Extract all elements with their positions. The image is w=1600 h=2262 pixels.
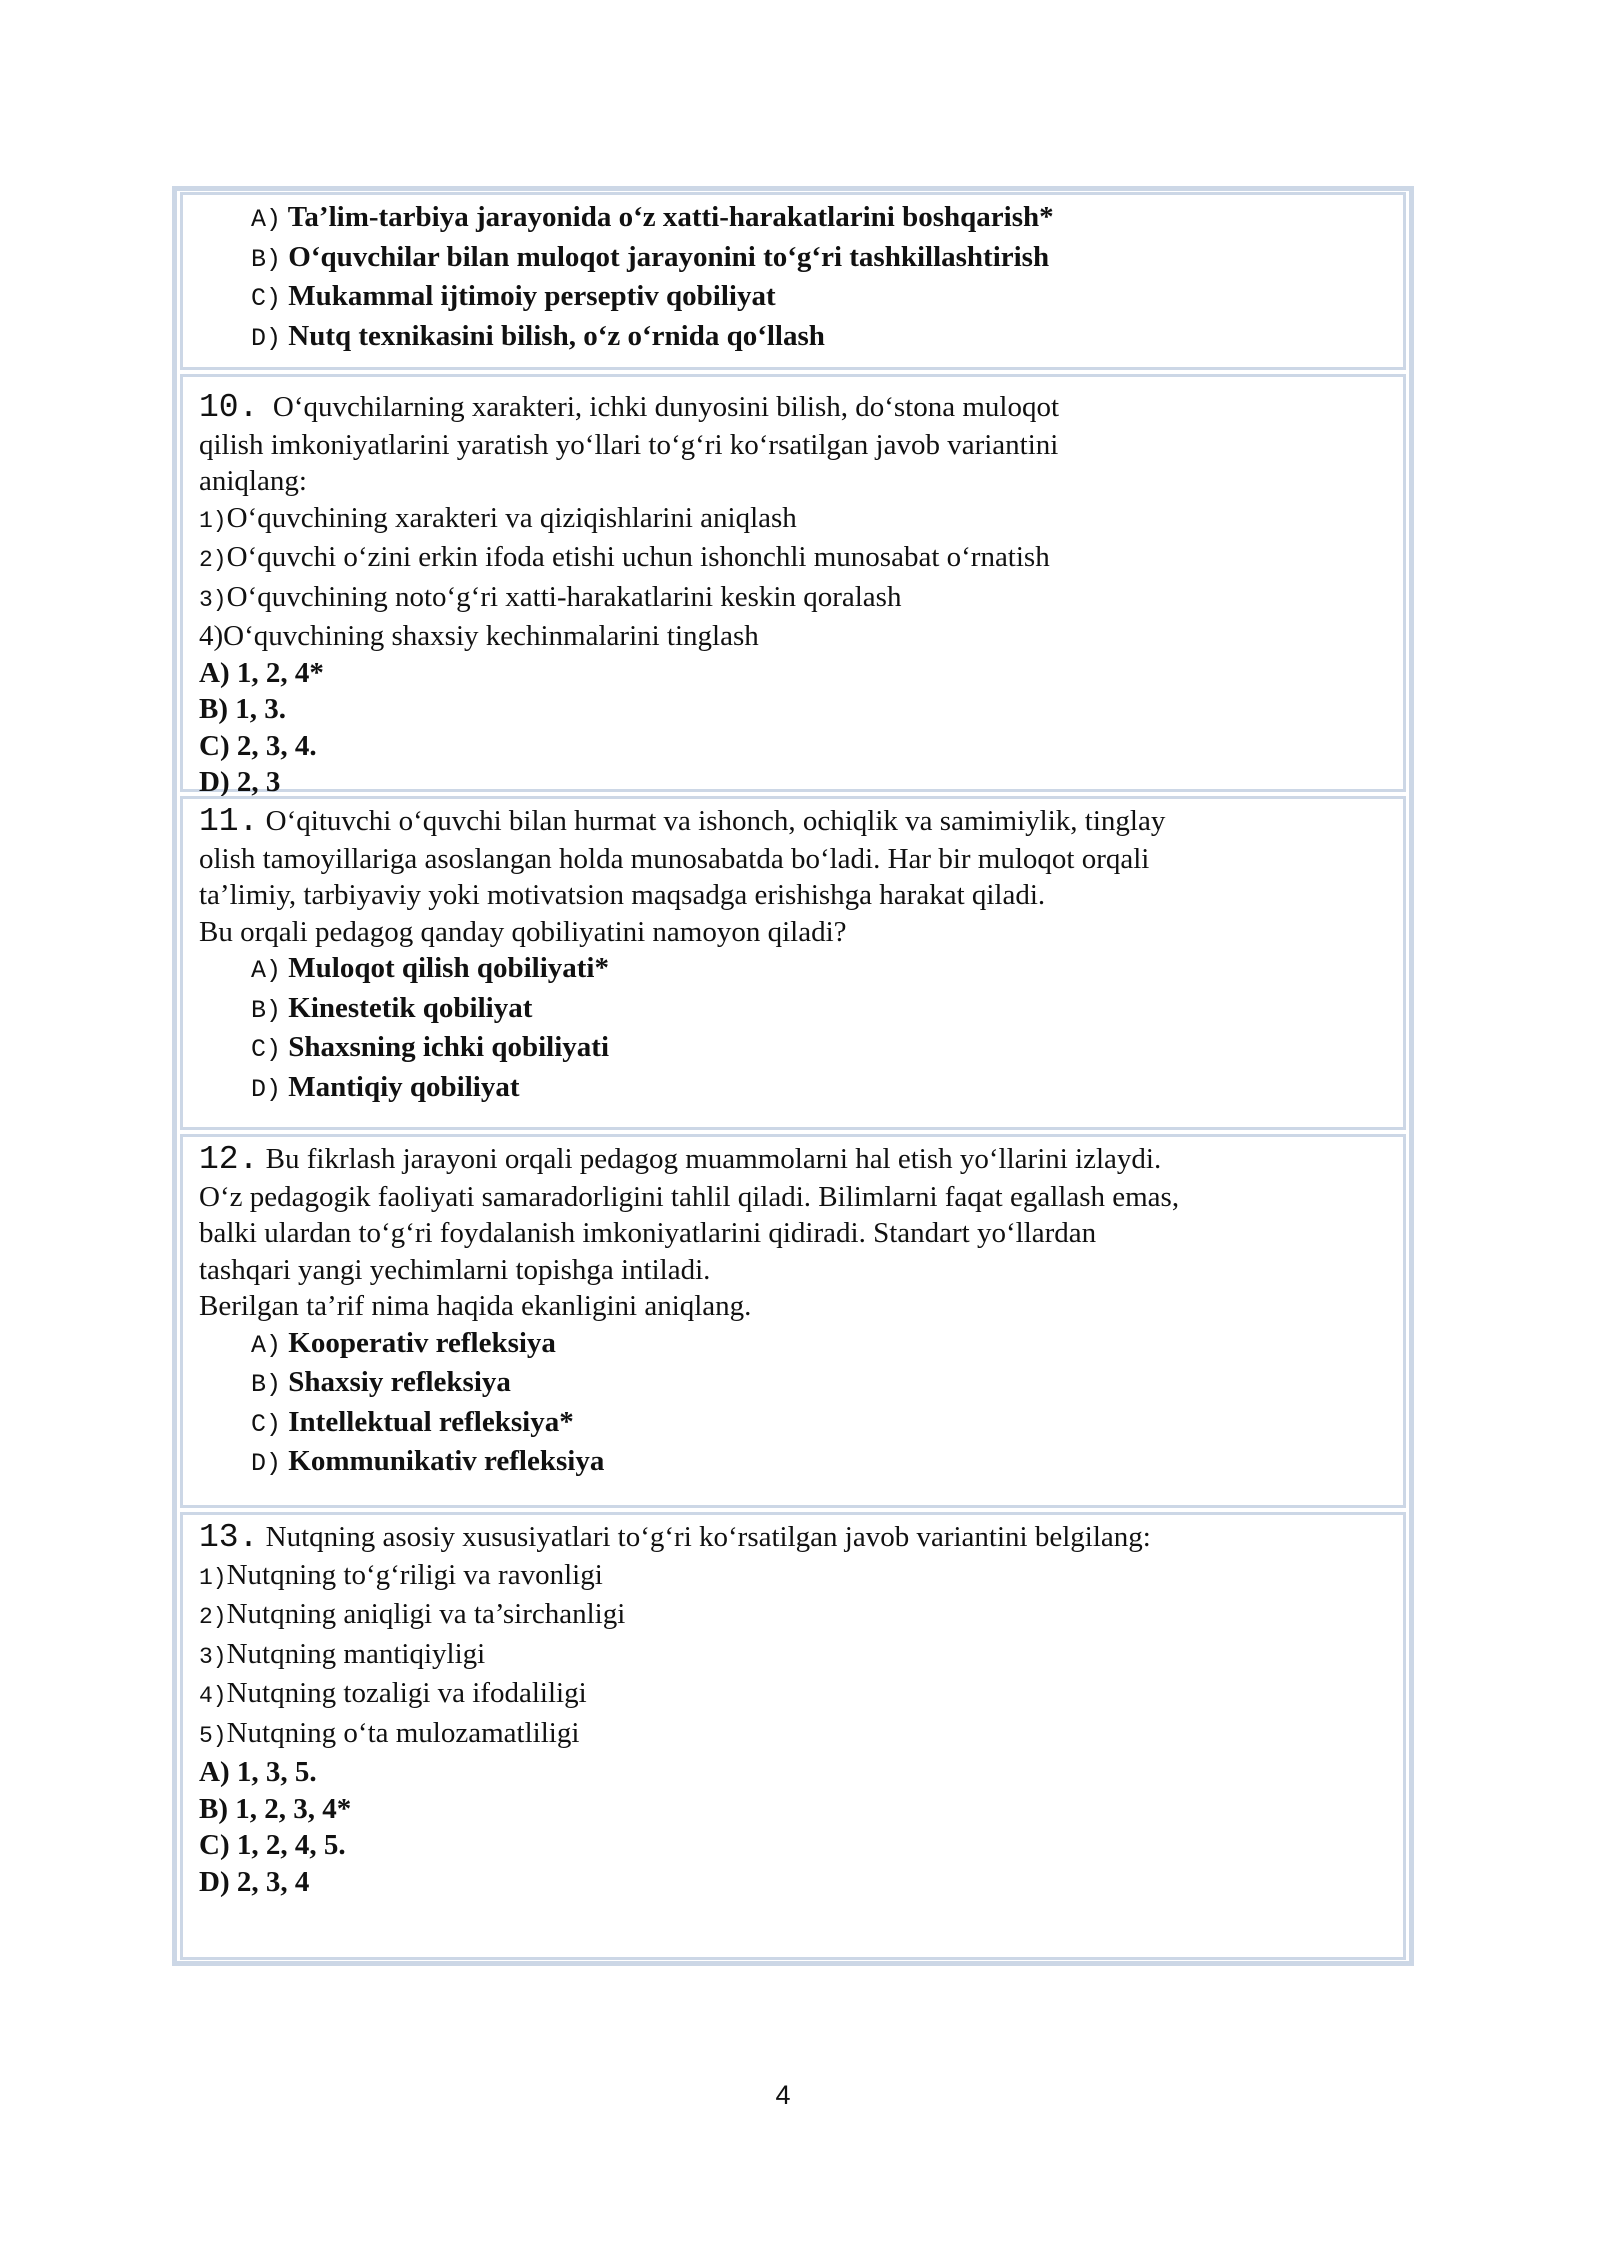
option-text: Mukammal ijtimoiy perseptiv qobiliyat bbox=[288, 280, 776, 312]
item-number: 3) bbox=[199, 1643, 227, 1670]
question-text: aniqlang: bbox=[199, 465, 307, 497]
item-text: Nutqning aniqligi va ta’sirchanligi bbox=[226, 1598, 626, 1630]
answer-option: D) 2, 3 bbox=[199, 766, 281, 798]
item-text: Nutqning tozaligi va ifodaliligi bbox=[226, 1677, 587, 1709]
question-number: 11. bbox=[199, 803, 259, 840]
option-c bbox=[199, 278, 1403, 318]
option-d bbox=[199, 1443, 1403, 1483]
answer-option: B) 1, 3. bbox=[199, 693, 286, 725]
question-text: O‘z pedagogik faoliyati samaradorligini tahlil qiladi. Bilimlarni faqat egallash emas, bbox=[199, 1180, 1180, 1213]
option-text: Ta’lim-tarbiya jarayonida o‘z xatti-harakatlarini boshqarish* bbox=[287, 201, 1054, 233]
statement-item bbox=[199, 618, 1403, 655]
question-number: 12. bbox=[199, 1141, 259, 1178]
option-d bbox=[199, 1069, 1403, 1109]
page-number: 4 bbox=[775, 2080, 791, 2110]
item-text: O‘quvchining xarakteri va qiziqishlarini aniqlash bbox=[226, 501, 797, 534]
option-c bbox=[199, 1404, 1403, 1444]
question-text: O‘qituvchi o‘quvchi bilan hurmat va ishonch, ochiqlik va samimiylik, tinglay bbox=[265, 805, 1166, 837]
question-text: Bu orqali pedagog qanday qobiliyatini namoyon qiladi? bbox=[199, 915, 847, 948]
item-number: 4) bbox=[199, 1683, 227, 1709]
question-12-block bbox=[180, 1134, 1406, 1508]
option-text: Kinestetik qobiliyat bbox=[288, 991, 533, 1024]
option-text: Intellektual refleksiya* bbox=[288, 1405, 574, 1438]
option-text: Kooperativ refleksiya bbox=[288, 1326, 556, 1359]
option-b bbox=[199, 990, 1403, 1030]
item-text: O‘quvchining noto‘g‘ri xatti-harakatlarini keskin qoralash bbox=[226, 580, 902, 613]
option-c bbox=[199, 1029, 1403, 1069]
option-letter: C) bbox=[251, 284, 282, 313]
question-text: Bu fikrlash jarayoni orqali pedagog muammolarni hal etish yo‘llarini izlaydi. bbox=[265, 1143, 1162, 1175]
item-number: 1) bbox=[199, 507, 227, 534]
option-letter: D) bbox=[251, 1449, 282, 1478]
question-stem-line bbox=[199, 1141, 1403, 1179]
question-13-block bbox=[180, 1512, 1406, 1960]
question-text: olish tamoyillariga asoslangan holda munosabatda bo‘ladi. Har bir muloqot orqali bbox=[199, 842, 1150, 875]
item-number: 2) bbox=[199, 1604, 227, 1630]
item-number: 5) bbox=[199, 1722, 227, 1749]
item-text: O‘quvchi o‘zini erkin ifoda etishi uchun ishonchli munosabat o‘rnatish bbox=[226, 541, 1050, 573]
question-stem-line bbox=[199, 389, 1403, 427]
item-number: 1) bbox=[199, 1564, 227, 1591]
question-text: Nutqning asosiy xususiyatlari to‘g‘ri ko‘rsatilgan javob variantini belgilang: bbox=[265, 1521, 1151, 1553]
statement-item bbox=[199, 1636, 1403, 1676]
question-text: balki ulardan to‘g‘ri foydalanish imkoniyatlarini qidiradi. Standart yo‘llardan bbox=[199, 1217, 1097, 1249]
option-letter: D) bbox=[251, 323, 282, 353]
option-text: Muloqot qilish qobiliyati* bbox=[288, 952, 609, 984]
option-letter: B) bbox=[251, 244, 282, 274]
item-number: 2) bbox=[199, 547, 227, 573]
question-text: O‘quvchilarning xarakteri, ichki dunyosini bilish, do‘stona muloqot bbox=[272, 391, 1060, 423]
option-a bbox=[199, 1325, 1403, 1365]
statement-item bbox=[199, 1557, 1403, 1597]
question-number: 10. bbox=[199, 389, 259, 426]
item-text: Nutqning to‘g‘riligi va ravonligi bbox=[226, 1558, 603, 1591]
option-text: Shaxsning ichki qobiliyati bbox=[288, 1031, 610, 1063]
option-text: Kommunikativ refleksiya bbox=[288, 1445, 605, 1477]
option-letter: A) bbox=[251, 956, 282, 985]
option-b bbox=[199, 239, 1403, 279]
question-10-block bbox=[180, 374, 1406, 798]
statement-item bbox=[199, 539, 1403, 579]
answer-option: C) 2, 3, 4. bbox=[199, 729, 317, 762]
statement-item bbox=[199, 1675, 1403, 1715]
question-text: Berilgan ta’rif nima haqida ekanligini aniqlang. bbox=[199, 1290, 752, 1322]
option-letter: C) bbox=[251, 1035, 282, 1064]
question-text: qilish imkoniyatlarini yaratish yo‘llari to‘g‘ri ko‘rsatilgan javob variantini bbox=[199, 428, 1059, 461]
option-letter: A) bbox=[251, 1330, 282, 1360]
option-letter: A) bbox=[251, 205, 282, 234]
option-d bbox=[199, 318, 1403, 358]
question-stem-line bbox=[199, 1519, 1403, 1557]
answer-option: D) 2, 3, 4 bbox=[199, 1865, 310, 1898]
option-a bbox=[199, 199, 1403, 239]
statement-item bbox=[199, 500, 1403, 540]
statement-item bbox=[199, 1596, 1403, 1636]
answer-option: A) 1, 2, 4* bbox=[199, 656, 324, 689]
answer-option: B) 1, 2, 3, 4* bbox=[199, 1792, 352, 1825]
option-a bbox=[199, 950, 1403, 990]
statement-item bbox=[199, 1715, 1403, 1755]
question-text: tashqari yangi yechimlarni topishga intiladi. bbox=[199, 1253, 711, 1286]
item-number: 4) bbox=[199, 620, 224, 652]
option-letter: D) bbox=[251, 1074, 282, 1104]
question-11-block bbox=[180, 796, 1406, 1130]
question-9-options-block bbox=[180, 192, 1406, 370]
answer-option: A) 1, 3, 5. bbox=[199, 1756, 317, 1788]
statement-item bbox=[199, 579, 1403, 619]
option-letter: C) bbox=[251, 1409, 282, 1439]
question-stem-line bbox=[199, 803, 1403, 841]
option-letter: B) bbox=[251, 1370, 282, 1399]
option-text: Shaxsiy refleksiya bbox=[288, 1366, 511, 1398]
question-number: 13. bbox=[199, 1519, 259, 1556]
option-text: Nutq texnikasini bilish, o‘z o‘rnida qo‘llash bbox=[288, 319, 825, 352]
question-text: ta’limiy, tarbiyaviy yoki motivatsion maqsadga erishishga harakat qiladi. bbox=[199, 879, 1046, 911]
option-text: O‘quvchilar bilan muloqot jarayonini to‘g‘ri tashkillashtirish bbox=[288, 240, 1050, 273]
option-b bbox=[199, 1364, 1403, 1404]
item-number: 3) bbox=[199, 586, 227, 613]
item-text: Nutqning o‘ta mulozamatliligi bbox=[226, 1716, 580, 1749]
option-text: Mantiqiy qobiliyat bbox=[288, 1070, 520, 1103]
item-text: Nutqning mantiqiyligi bbox=[226, 1637, 486, 1670]
option-letter: B) bbox=[251, 995, 282, 1025]
item-text: O‘quvchining shaxsiy kechinmalarini tinglash bbox=[223, 620, 759, 652]
answer-option: C) 1, 2, 4, 5. bbox=[199, 1829, 346, 1861]
